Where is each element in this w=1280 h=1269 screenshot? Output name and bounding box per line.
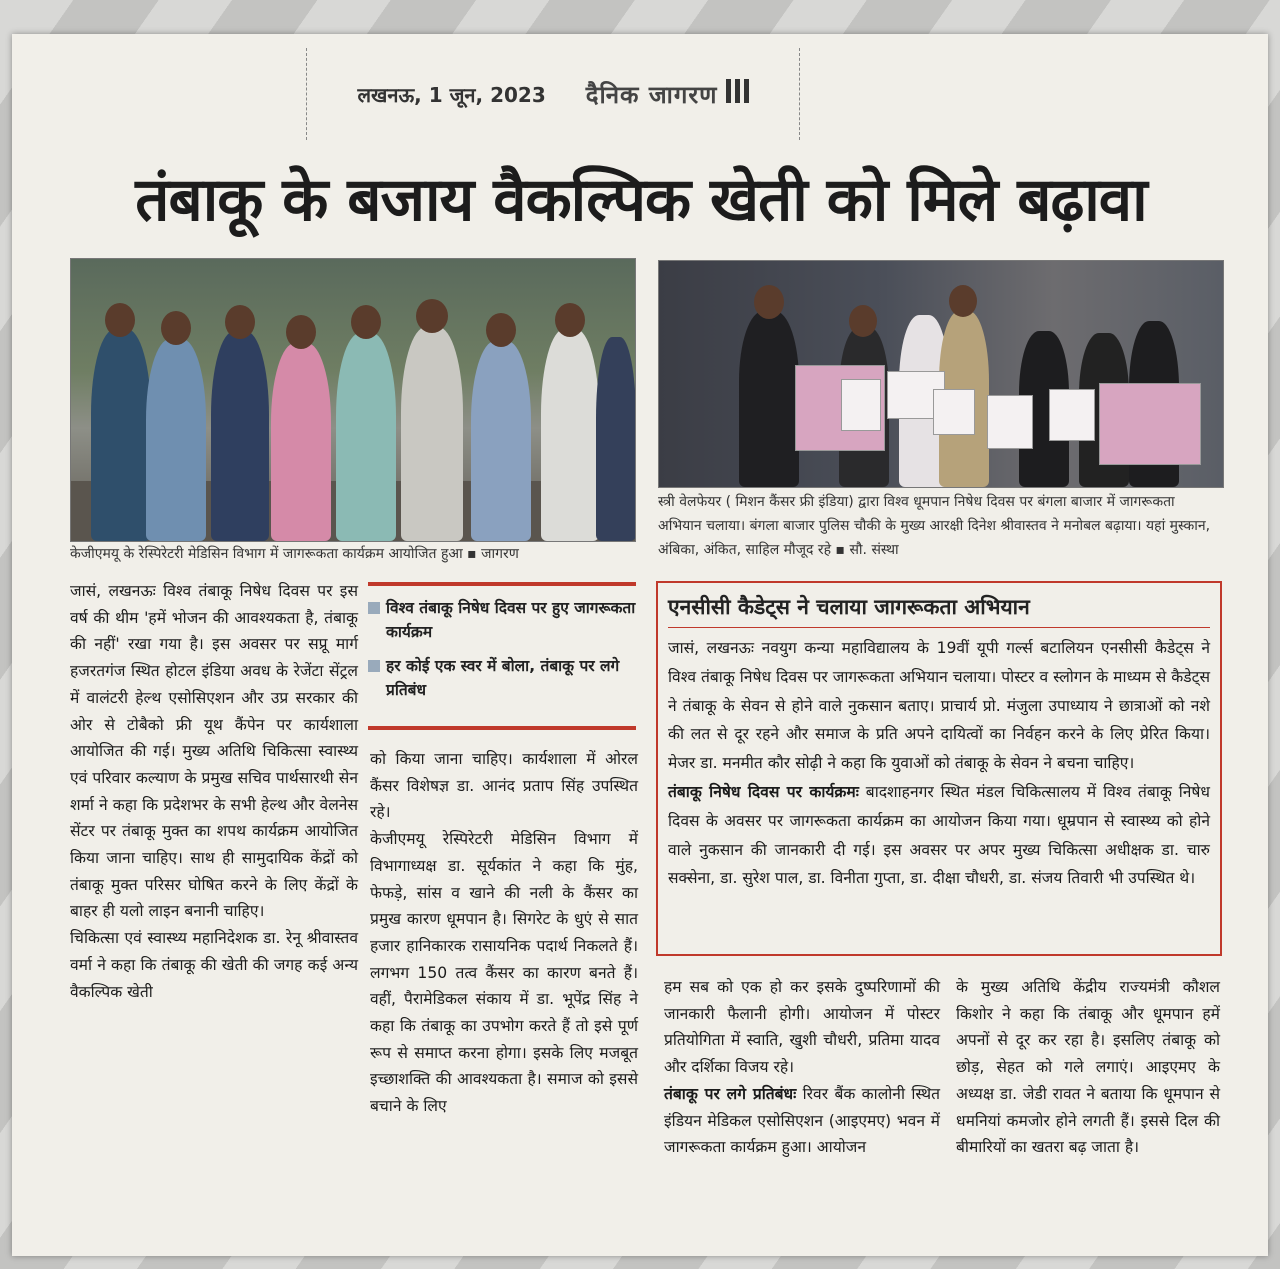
bullet-icon bbox=[368, 602, 380, 614]
highlights-box bbox=[368, 582, 636, 730]
subhead: तंबाकू निषेध दिवस पर कार्यक्रमः bbox=[668, 782, 859, 801]
box-paragraph: जासं, लखनऊः नवयुग कन्या महाविद्यालय के 19वीं यूपी गर्ल्स बटालियन एनसीसी कैडेट्स ने विश्व तंबाकू निषेध दिवस पर जागरूकता अभियान चलाया। पोस्टर व स्लोगन के माध्यम से कैडेट्स ने तंबाकू के सेवन से होने वाले नुकसान बताए। प्राचार्य प्रो. मंजुला उपाध्याय ने छात्राओं को नशे की लत से दूर रहने और समाज के प्रति अपने दायित्वों का निर्वहन करने के लिए प्रेरित किया। मेजर डा. मनमीत कौर सोढ़ी ने कहा कि युवाओं को तंबाकू के सेवन ने बचना चाहिए। bbox=[668, 639, 1210, 773]
highlight-item: विश्व तंबाकू निषेध दिवस पर हुए जागरूकता कार्यक्रम bbox=[368, 596, 636, 644]
masthead bbox=[306, 48, 800, 140]
article-paragraph: को किया जाना चाहिए। कार्यशाला में ओरल कैंसर विशेषज्ञ डा. आनंद प्रताप सिंह उपस्थित रहे। bbox=[370, 750, 638, 822]
article-column-3 bbox=[664, 974, 940, 1161]
box-title: एनसीसी कैडेट्स ने चलाया जागरूकता अभियान bbox=[668, 593, 1210, 628]
box-paragraph: तंबाकू निषेध दिवस पर कार्यक्रमः बादशाहनगर स्थित मंडल चिकित्सालय में विश्व तंबाकू निषेध दिवस के अवसर पर जागरूकता कार्यक्रम का आयोजन किया गया। धूम्रपान से स्वास्थ्य को होने वाले नुकसान की जानकारी दी गई। इस अवसर पर अपर मुख्य चिकित्सा अधीक्षक डा. चारु सक्सेना, डा. सुरेश पाल, डा. विनीता गुप्ता, डा. दीक्षा चौधरी, डा. संजय तिवारी भी उपस्थित थे। bbox=[668, 782, 1210, 888]
article-column-2 bbox=[370, 746, 638, 1120]
article-paragraph: केजीएमयू रेस्पिरेटरी मेडिसिन विभाग में विभागाध्यक्ष डा. सूर्यकांत ने कहा कि मुंह, फेफड़े, सांस व खाने की नली के कैंसर का प्रमुख कारण धूमपान है। सिगरेट के धुएं से सात हजार हानिकारक रासायनिक पदार्थ निकलते हैं। लगभग 150 तत्व कैंसर का कारण बनते हैं। वहीं, पैरामेडिकल संकाय में डा. भूपेंद्र सिंह ने कहा कि तंबाकू का उपभोग करते हैं तो इसे पूर्ण रूप से समाप्त करना होगा। इसके लिए मजबूत इच्छाशक्ति की आवश्यकता है। समाज को इससे बचाने के लिए bbox=[370, 830, 638, 1116]
highlight-item: हर कोई एक स्वर में बोला, तंबाकू पर लगे प्रतिबंध bbox=[368, 654, 636, 702]
ncc-cadets-box bbox=[656, 581, 1222, 956]
article-paragraph: के मुख्य अतिथि केंद्रीय राज्यमंत्री कौशल किशोर ने कहा कि तंबाकू और धूमपान हमें अपनों से दूर कर रहा है। इसलिए तंबाकू को छोड़, सेहत को गले लगाएं। आइएमए के अध्यक्ष डा. जेडी रावत ने बताया कि धूमपान से धमनियां कमजोर होने लगती हैं। इससे दिल की बीमारियों का खतरा बढ़ जाता है। bbox=[956, 978, 1220, 1157]
bullet-icon bbox=[368, 660, 380, 672]
article-column-4 bbox=[956, 974, 1220, 1161]
box-text bbox=[668, 634, 1210, 893]
headline: तंबाकू के बजाय वैकल्पिक खेती को मिले बढ़ावा bbox=[135, 165, 1147, 235]
photo-left-caption: केजीएमयू के रेस्पिरेटरी मेडिसिन विभाग में जागरूकता कार्यक्रम आयोजित हुआ ▪ जागरण bbox=[70, 546, 519, 562]
article-paragraph: तंबाकू पर लगे प्रतिबंधः रिवर बैंक कालोनी स्थित इंडियन मेडिकल एसोसिएशन (आइएमए) भवन में जागरूकता कार्यक्रम हुआ। आयोजन bbox=[664, 1084, 940, 1157]
article-column-1 bbox=[70, 578, 358, 1005]
photo-awareness-campaign bbox=[658, 260, 1224, 488]
photo-right-caption: स्त्री वेलफेयर ( मिशन कैंसर फ्री इंडिया) द्वारा विश्व धूमपान निषेध दिवस पर बंगला बाजार में जागरूकता अभियान चलाया। बंगला बाजार पुलिस चौकी के मुख्य आरक्षी दिनेश श्रीवास्तव ने मनोबल बढ़ाया। यहां मुस्कान, अंबिका, अंकित, साहिल मौजूद रहे ▪ सौ. संस्था bbox=[658, 494, 1211, 558]
article-paragraph: चिकित्सा एवं स्वास्थ्य महानिदेशक डा. रेनू श्रीवास्तव वर्मा ने कहा कि तंबाकू की खेती की जगह कई अन्य वैकल्पिक खेती bbox=[70, 929, 358, 1001]
article-paragraph: जासं, लखनऊः विश्व तंबाकू निषेध दिवस पर इस वर्ष की थीम 'हमें भोजन की आवश्यकता है, तंबाकू की नहीं' रखा गया है। इस अवसर पर सप्रू मार्ग हजरतगंज स्थित होटल इंडिया अवध के रेजेंटा सेंट्रल में वालंटरी हेल्थ एसोसिएशन और उप्र सरकार की ओर से टोबैको फ्री यूथ कैंपेन पर कार्यशाला आयोजित की गई। मुख्य अतिथि चिकित्सा स्वास्थ्य एवं परिवार कल्याण के प्रमुख सचिव पार्थसारथी सेन शर्मा ने कहा कि प्रदेशभर के सभी हेल्थ और वेलनेस सेंटर पर तंबाकू मुक्त का शपथ कार्यक्रम आयोजित किया जाना चाहिए। साथ ही सामुदायिक केंद्रों को तंबाकू मुक्त परिसर घोषित करने के लिए केंद्रों के बाहर ही यलो लाइन बनानी चाहिए। bbox=[70, 582, 358, 921]
newspaper-name: दैनिक जागरण bbox=[586, 78, 749, 111]
article-paragraph: हम सब को एक हो कर इसके दुष्परिणामों की जानकारी फैलानी होगी। आयोजन में पोस्टर प्रतियोगिता में स्वाति, खुशी चौधरी, प्रतिमा यादव और दर्शिका विजय रहे। bbox=[664, 978, 940, 1077]
logo-bars-icon bbox=[726, 79, 749, 103]
subhead: तंबाकू पर लगे प्रतिबंधः bbox=[664, 1084, 797, 1103]
photo-kgmu-group bbox=[70, 258, 636, 542]
dateline: लखनऊ, 1 जून, 2023 bbox=[357, 82, 546, 107]
